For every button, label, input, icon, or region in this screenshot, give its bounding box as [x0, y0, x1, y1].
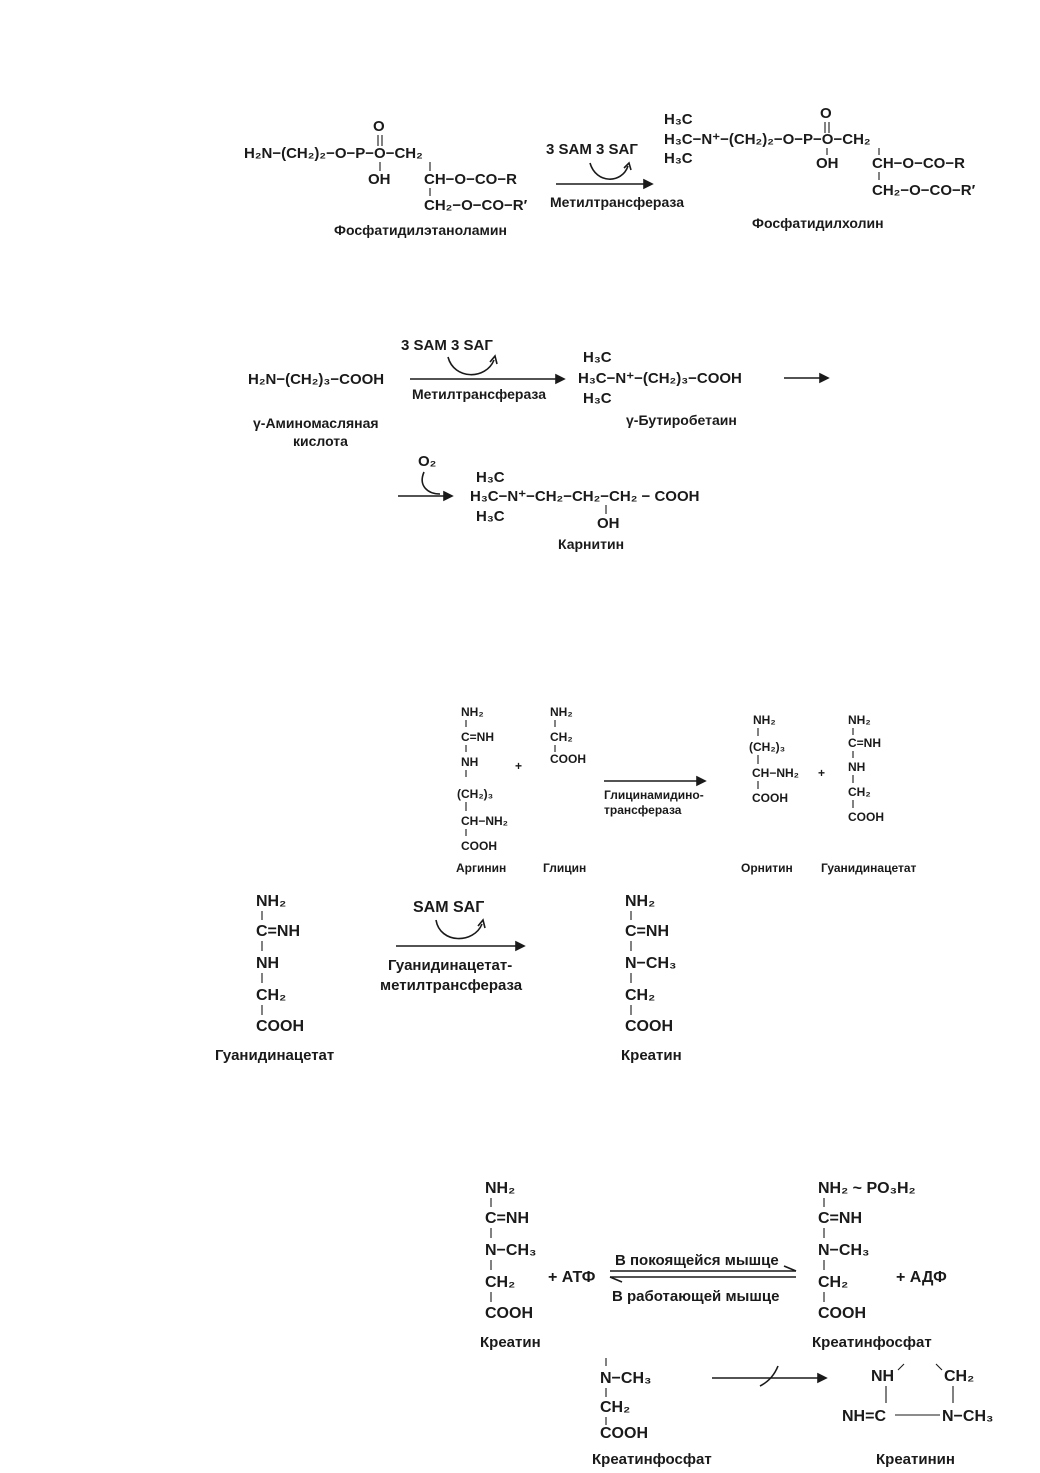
r4-enzyme-line2: метилтрансфераза [380, 977, 523, 994]
carnitine-hydroxyl: OH [597, 515, 620, 532]
pc-ch-ester: CH−O−CO−R [872, 155, 965, 172]
creatine-phosphate-atom: CH₂ [818, 1274, 849, 1291]
ring-ch2: CH₂ [944, 1368, 975, 1385]
creatine-atom: NH₂ [625, 893, 656, 910]
creatine-atom: CH₂ [485, 1274, 516, 1291]
creatine-phosphate-name: Креатинфосфат [812, 1334, 932, 1351]
r1-enzyme: Метилтрансфераза [550, 194, 684, 210]
pe-hydroxyl: OH [368, 171, 391, 188]
bb-methyl-top: H₃C [583, 349, 612, 366]
guanidinoacetate-atom: COOH [256, 1018, 304, 1035]
cp-fragment-atom: N−CH₃ [600, 1370, 652, 1387]
arginine-atom: COOH [461, 839, 497, 853]
creatine-atom: COOH [625, 1018, 673, 1035]
glycine-name: Глицин [543, 861, 587, 875]
arginine-atom: NH₂ [461, 705, 484, 719]
adp-label: + АДФ [896, 1269, 947, 1286]
r3-product-plus: + [818, 766, 826, 780]
reaction-creatinine-formation [592, 1358, 993, 1468]
r2-oxygen-curve [422, 472, 440, 494]
guanidinoacetate-atom: C=NH [256, 923, 301, 940]
glycine-atom: CH₂ [550, 730, 573, 744]
guanidinoacetate-atom: CH₂ [256, 987, 287, 1004]
pc-hydroxyl: OH [816, 155, 839, 172]
bb-main-chain: H₃C−N⁺−(CH₂)₃−COOH [578, 370, 742, 387]
pc-name: Фосфатидилхолин [752, 215, 884, 231]
glycine-atom: NH₂ [550, 705, 573, 719]
creatine-phosphate-structure [818, 1180, 916, 1322]
pc-methyl-top: H₃C [664, 111, 693, 128]
pe-ch2-ester: CH₂−O−CO−R′ [424, 197, 528, 214]
r3-enzyme-line1: Глицинамидино- [604, 788, 704, 802]
pc-phosphoryl-oxygen: O [820, 105, 832, 122]
ring-nh: NH [871, 1368, 895, 1385]
glycine-atom: COOH [550, 752, 586, 766]
ornithine-atom: NH₂ [753, 713, 776, 727]
creatine-atom: COOH [485, 1305, 533, 1322]
creatine-atom: C=NH [625, 923, 670, 940]
pc-ch2-ester: CH₂−O−CO−R′ [872, 182, 976, 199]
pc-methyl-bottom: H₃C [664, 150, 693, 167]
r3-enzyme-line2: трансфераза [604, 803, 682, 817]
pc-main-chain: H₃C−N⁺−(CH₂)₂−O−P−O−CH₂ [664, 131, 871, 148]
pe-name: Фосфатидилэтаноламин [334, 222, 507, 238]
forward-condition: В покоящейся мышце [615, 1252, 779, 1269]
creatine-phosphate-name-r6: Креатинфосфат [592, 1451, 712, 1468]
creatine-phosphate-atom: N−CH₃ [818, 1242, 870, 1259]
ornithine-structure [749, 713, 799, 805]
creatine-atom: NH₂ [485, 1180, 516, 1197]
arginine-name: Аргинин [456, 861, 507, 875]
guanidinoacetate-atom: NH [848, 760, 866, 774]
carnitine-methyl-top: H₃C [476, 469, 505, 486]
arginine-atom: NH [461, 755, 479, 769]
guanidinoacetate-atom: NH₂ [848, 713, 871, 727]
creatinine-ring [842, 1364, 993, 1425]
r4-enzyme-line1: Гуанидинацетат- [388, 957, 513, 974]
gaba-name-line1: γ-Аминомасляная [253, 415, 379, 431]
creatine-phosphate-atom: C=NH [818, 1210, 863, 1227]
creatine-structure-r5 [485, 1180, 536, 1322]
ring-bottom-right: N−CH₃ [942, 1408, 994, 1425]
r4-cofactors: SAM SAГ [413, 899, 485, 916]
atp-label: + АТФ [548, 1269, 596, 1286]
carnitine-name: Карнитин [558, 536, 625, 552]
creatine-phosphate-atom: NH₂ ~ PO₃H₂ [818, 1180, 916, 1197]
reaction-creatine-synthesis [215, 893, 682, 1064]
r2-enzyme: Метилтрансфераза [412, 386, 546, 402]
reaction-creatine-phosphorylation [480, 1180, 947, 1351]
arginine-structure [457, 705, 508, 853]
ornithine-atom: CH−NH₂ [752, 766, 800, 780]
cp-fragment-atom: CH₂ [600, 1399, 631, 1416]
guanidinoacetate-name-small: Гуанидинацетат [821, 861, 917, 875]
reaction-carnitine-synthesis [248, 337, 828, 552]
r4-cofactor-curve [436, 920, 482, 939]
reaction-guanidinoacetate-synthesis [456, 705, 917, 875]
arginine-atom: CH−NH₂ [461, 814, 509, 828]
creatine-atom: N−CH₃ [485, 1242, 537, 1259]
r6-side-curve [760, 1366, 778, 1386]
r1-cofactor-curve [590, 163, 628, 179]
r2-cofactor-curve [448, 357, 494, 375]
bb-methyl-bottom: H₃C [583, 390, 612, 407]
creatine-name-r5: Креатин [480, 1334, 541, 1351]
gaba-name-line2: кислота [293, 433, 348, 449]
r3-plus: + [515, 759, 523, 773]
r1-cofactors: 3 SAM 3 SAГ [546, 141, 638, 158]
pe-main-chain: H₂N−(CH₂)₂−O−P−O−CH₂ [244, 145, 423, 162]
guanidinoacetate-name: Гуанидинацетат [215, 1047, 335, 1064]
guanidinoacetate-atom: CH₂ [848, 785, 871, 799]
guanidinoacetate-atom: COOH [848, 810, 884, 824]
creatine-phosphate-fragment [600, 1370, 651, 1442]
creatine-atom: CH₂ [625, 987, 656, 1004]
reaction-phosphatidylcholine-synthesis [244, 105, 976, 238]
gaba-formula: H₂N−(CH₂)₃−COOH [248, 371, 385, 388]
reverse-condition: В работающей мышце [612, 1288, 780, 1305]
pe-ch-ester: CH−O−CO−R [424, 171, 517, 188]
oxygen-label: O₂ [418, 453, 437, 470]
creatine-structure [625, 893, 676, 1035]
carnitine-methyl-bottom: H₃C [476, 508, 505, 525]
pe-phosphoryl-oxygen: O [373, 118, 385, 135]
creatine-atom: N−CH₃ [625, 955, 677, 972]
guanidinoacetate-structure-small [848, 713, 884, 824]
cp-fragment-atom: COOH [600, 1425, 648, 1442]
ring-bottom-left: NH=C [842, 1408, 887, 1425]
glycine-structure [550, 705, 586, 766]
arginine-atom: (CH₂)₃ [457, 787, 494, 801]
guanidinoacetate-atom: NH [256, 955, 280, 972]
guanidinoacetate-atom: NH₂ [256, 893, 287, 910]
guanidinoacetate-atom: C=NH [848, 736, 882, 750]
arginine-atom: C=NH [461, 730, 495, 744]
ornithine-atom: COOH [752, 791, 788, 805]
creatinine-name: Креатинин [876, 1451, 955, 1468]
creatine-phosphate-atom: COOH [818, 1305, 866, 1322]
ornithine-name: Орнитин [741, 861, 793, 875]
creatine-name: Креатин [621, 1047, 682, 1064]
carnitine-main-chain: H₃C−N⁺−CH₂−CH₂−CH₂ − COOH [470, 488, 700, 505]
bb-name: γ-Бутиробетаин [626, 412, 737, 428]
creatine-atom: C=NH [485, 1210, 530, 1227]
guanidinoacetate-structure [256, 893, 304, 1035]
r2-cofactors: 3 SAM 3 SAГ [401, 337, 493, 354]
ornithine-atom: (CH₂)₃ [749, 740, 786, 754]
